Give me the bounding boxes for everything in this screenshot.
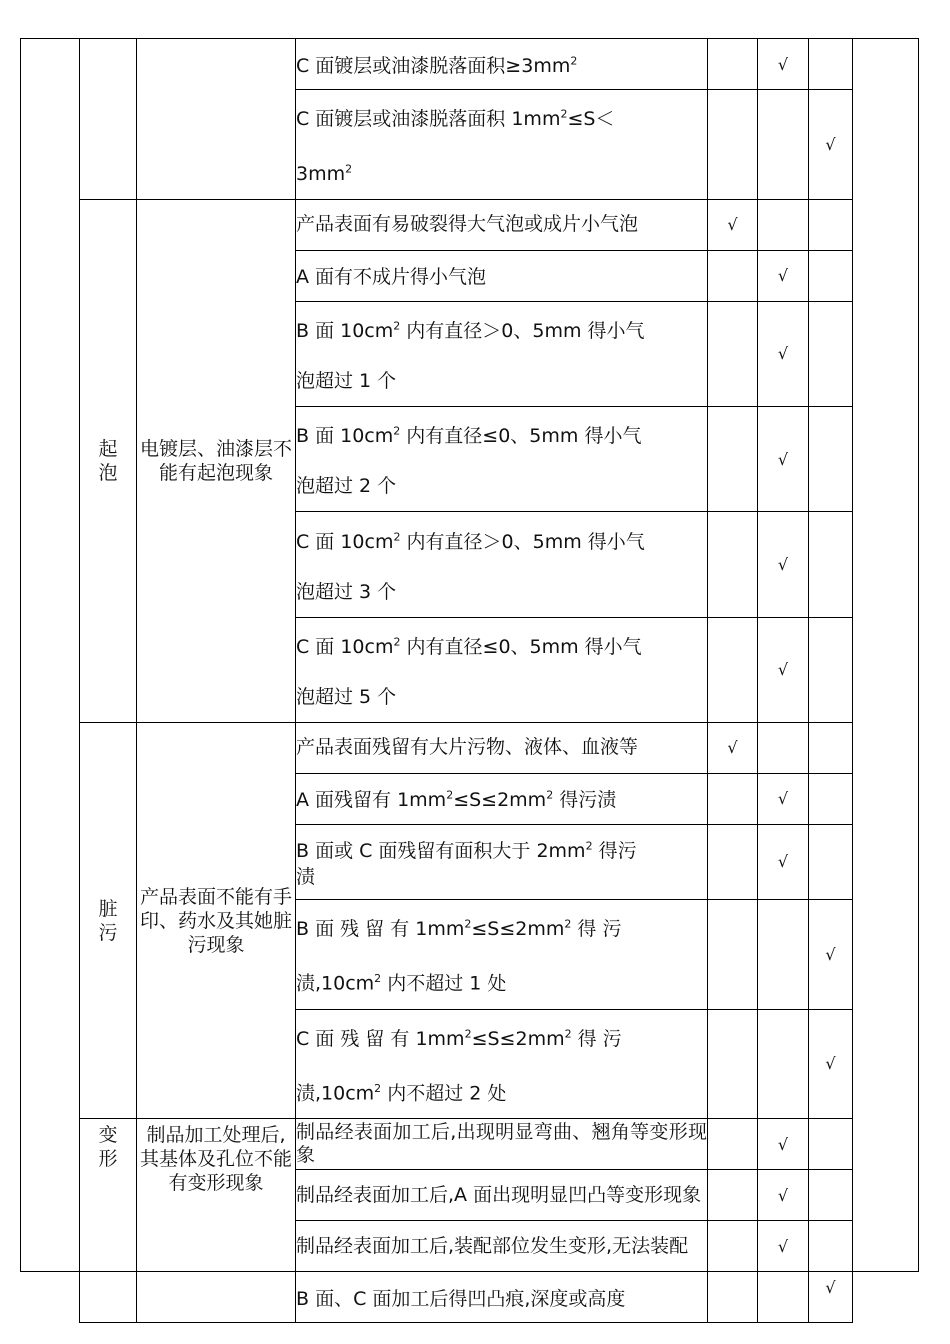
defect-description: 产品表面残留有大片污物、液体、血液等 — [296, 722, 708, 773]
mark-cell-1 — [708, 1119, 758, 1170]
mark-cell-3 — [809, 1170, 853, 1221]
mark-cell-1 — [708, 406, 758, 511]
mark-cell-2: √ — [758, 1119, 809, 1170]
mark-cell-3: √ — [809, 90, 853, 200]
category-cell: 变形 — [80, 1119, 137, 1323]
defect-description: B 面 残 留 有 $1mm^2\le S\le 2mm^2$ 得 污 渍$,10cm^2$ 内不超过 1 处 — [296, 899, 708, 1009]
category-cell — [80, 39, 137, 200]
defect-description: A 面残留有 $1mm^2\le S\le 2mm^2$ 得污渍 — [296, 773, 708, 824]
defect-description: 制品经表面加工后,装配部位发生变形,无法装配 — [296, 1221, 708, 1272]
defect-description: A 面有不成片得小气泡 — [296, 250, 708, 301]
defect-description: C 面镀层或油漆脱落面积$\ge 3mm^2$ — [296, 39, 708, 90]
mark-cell-1 — [708, 773, 758, 824]
mark-cell-1: √ — [708, 199, 758, 250]
mark-cell-2: √ — [758, 1221, 809, 1272]
mark-cell-1 — [708, 1009, 758, 1119]
requirement-cell: 电镀层、油漆层不能有起泡现象 — [137, 199, 296, 722]
requirement-cell: 产品表面不能有手印、药水及其她脏污现象 — [137, 722, 296, 1118]
mark-cell-3 — [809, 250, 853, 301]
mark-cell-3: √ — [809, 1272, 853, 1323]
table-row — [80, 199, 853, 250]
table-row — [80, 722, 853, 773]
mark-cell-1 — [708, 617, 758, 722]
mark-cell-1 — [708, 250, 758, 301]
table-row — [80, 39, 853, 90]
mark-cell-3 — [809, 617, 853, 722]
mark-cell-2 — [758, 90, 809, 200]
defect-description: C 面镀层或油漆脱落面积 $1mm^2\le S<$ $3mm^2$ — [296, 90, 708, 200]
mark-cell-1 — [708, 1221, 758, 1272]
mark-cell-2 — [758, 1009, 809, 1119]
mark-cell-3 — [809, 824, 853, 899]
mark-cell-2: √ — [758, 773, 809, 824]
mark-cell-1: √ — [708, 722, 758, 773]
defect-description: 制品经表面加工后,A 面出现明显凹凸等变形现象 — [296, 1170, 708, 1221]
mark-cell-3 — [809, 722, 853, 773]
defect-description: C 面 $10cm^2$ 内有直径≤0、5mm 得小气 泡超过 5 个 — [296, 617, 708, 722]
mark-cell-3 — [809, 1221, 853, 1272]
requirement-cell — [137, 39, 296, 200]
defect-description: 产品表面有易破裂得大气泡或成片小气泡 — [296, 199, 708, 250]
mark-cell-1 — [708, 824, 758, 899]
mark-cell-3: √ — [809, 899, 853, 1009]
mark-cell-1 — [708, 1272, 758, 1323]
mark-cell-2: √ — [758, 39, 809, 90]
mark-cell-2 — [758, 899, 809, 1009]
category-cell: 脏污 — [80, 722, 137, 1118]
mark-cell-3: √ — [809, 1009, 853, 1119]
table-row — [80, 1119, 853, 1170]
mark-cell-2 — [758, 722, 809, 773]
mark-cell-1 — [708, 1170, 758, 1221]
mark-cell-3 — [809, 39, 853, 90]
mark-cell-2: √ — [758, 406, 809, 511]
mark-cell-3 — [809, 199, 853, 250]
mark-cell-2: √ — [758, 617, 809, 722]
mark-cell-1 — [708, 301, 758, 406]
mark-cell-2: √ — [758, 301, 809, 406]
mark-cell-1 — [708, 39, 758, 90]
defect-description: B 面 $10cm^2$ 内有直径＞0、5mm 得小气 泡超过 1 个 — [296, 301, 708, 406]
mark-cell-3 — [809, 1119, 853, 1170]
mark-cell-2: √ — [758, 250, 809, 301]
mark-cell-3 — [809, 773, 853, 824]
mark-cell-1 — [708, 899, 758, 1009]
mark-cell-2: √ — [758, 1170, 809, 1221]
mark-cell-1 — [708, 90, 758, 200]
mark-cell-2: √ — [758, 512, 809, 617]
mark-cell-2 — [758, 1272, 809, 1323]
mark-cell-1 — [708, 512, 758, 617]
defect-description: 制品经表面加工后,出现明显弯曲、翘角等变形现象 — [296, 1119, 708, 1170]
defect-description: B 面 $10cm^2$ 内有直径≤0、5mm 得小气 泡超过 2 个 — [296, 406, 708, 511]
mark-cell-2: √ — [758, 824, 809, 899]
mark-cell-3 — [809, 512, 853, 617]
defect-description: C 面 残 留 有 $1mm^2\le S\le 2mm^2$ 得 污 渍$,10cm^2$ 内不超过 2 处 — [296, 1009, 708, 1119]
requirement-cell: 制品加工处理后,其基体及孔位不能有变形现象 — [137, 1119, 296, 1323]
mark-cell-3 — [809, 301, 853, 406]
defect-description: B 面、C 面加工后得凹凸痕,深度或高度 — [296, 1272, 708, 1323]
category-cell: 起泡 — [80, 199, 137, 722]
defect-description: C 面 $10cm^2$ 内有直径＞0、5mm 得小气 泡超过 3 个 — [296, 512, 708, 617]
mark-cell-2 — [758, 199, 809, 250]
inspection-table — [79, 38, 853, 1323]
defect-description: B 面或 C 面残留有面积大于 $2mm^2$ 得污 渍 — [296, 824, 708, 899]
mark-cell-3 — [809, 406, 853, 511]
